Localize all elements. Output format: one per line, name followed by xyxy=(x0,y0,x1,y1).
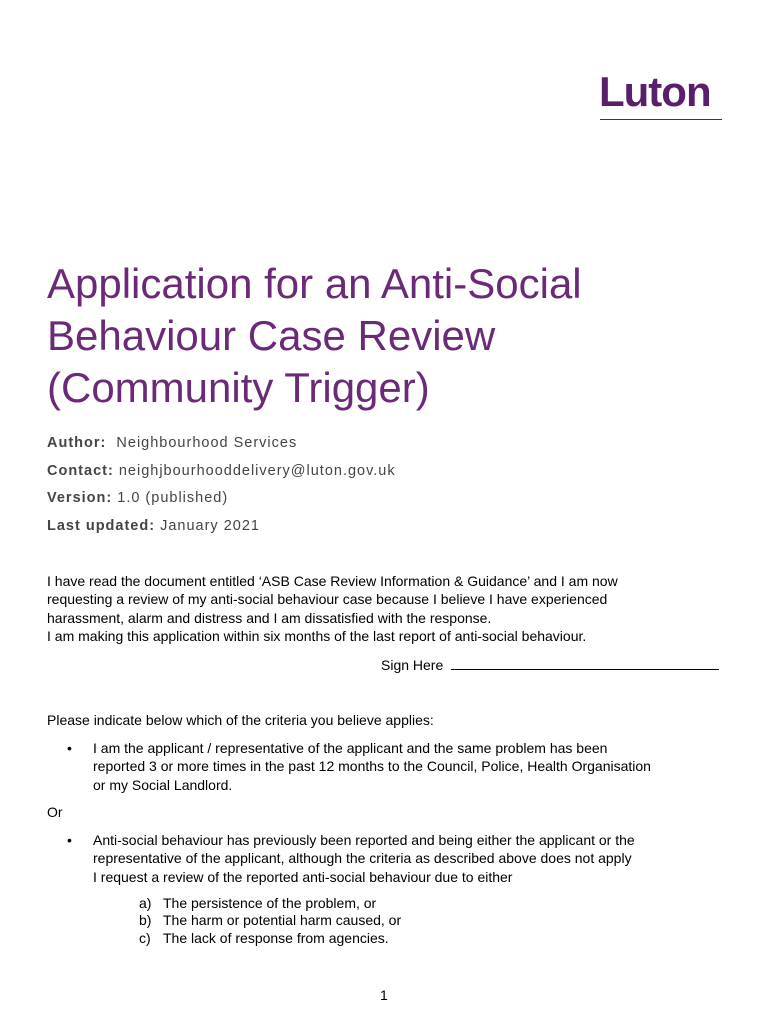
sub-item-text: The persistence of the problem, or xyxy=(163,895,377,911)
author-value: Neighbourhood Services xyxy=(116,435,298,451)
updated-value: January 2021 xyxy=(160,517,260,534)
signature-row xyxy=(381,655,719,674)
declaration-paragraph xyxy=(47,572,727,645)
page-number: 1 xyxy=(380,987,388,1003)
author-row xyxy=(47,432,396,460)
sub-item xyxy=(139,930,401,947)
bullet-line: reported 3 or more times in the past 12 months to the Council, Police, Health Organisation xyxy=(93,758,651,775)
or-label: Or xyxy=(47,804,63,820)
criteria-intro: Please indicate below which of the criteria you believe applies: xyxy=(47,712,434,728)
criteria-option-1 xyxy=(93,739,651,794)
bullet-line: I am the applicant / representative of the applicant and the same problem has been xyxy=(93,740,608,756)
declaration-line: I have read the document entitled ‘ASB Case Review Information & Guidance’ and I am now xyxy=(47,573,618,589)
contact-row xyxy=(47,460,396,488)
bullet-line: I request a review of the reported anti-social behaviour due to either xyxy=(93,868,513,885)
logo-underline xyxy=(600,119,722,120)
updated-label: Last updated: xyxy=(47,517,156,534)
bullet-line: representative of the applicant, although the criteria as described above does not apply xyxy=(93,850,632,867)
updated-row xyxy=(47,515,396,543)
contact-label: Contact: xyxy=(47,462,114,479)
sign-label: Sign Here xyxy=(381,657,444,673)
sub-item xyxy=(139,895,401,912)
version-label: Version: xyxy=(47,490,113,507)
document-title xyxy=(47,258,707,414)
author-label: Author: xyxy=(47,435,107,451)
version-row xyxy=(47,487,396,515)
document-metadata xyxy=(47,432,396,542)
sub-item-marker: b) xyxy=(139,912,152,929)
luton-logo xyxy=(599,70,723,122)
criteria-option-2 xyxy=(93,831,635,886)
declaration-line: harassment, alarm and distress and I am dissatisfied with the response. xyxy=(47,609,492,626)
bullet-line: or my Social Landlord. xyxy=(93,776,233,793)
logo-text: Luton xyxy=(599,68,711,115)
sub-item-marker: c) xyxy=(139,929,151,946)
bullet-icon: • xyxy=(67,832,72,848)
title-line: Behaviour Case Review xyxy=(47,312,496,359)
bullet-line: Anti-social behaviour has previously been reported and being either the applicant or the xyxy=(93,832,635,848)
sub-criteria-list xyxy=(139,895,401,947)
sub-item-marker: a) xyxy=(139,895,152,911)
title-line: (Community Trigger) xyxy=(47,364,430,411)
declaration-line: I am making this application within six months of the last report of anti-social behaviour. xyxy=(47,627,587,644)
signature-field[interactable] xyxy=(451,655,719,670)
sub-item-text: The lack of response from agencies. xyxy=(163,929,389,946)
version-value: 1.0 (published) xyxy=(117,490,229,507)
contact-email[interactable]: neighjbourhooddelivery@luton.gov.uk xyxy=(118,462,396,479)
sub-item xyxy=(139,912,401,929)
title-line: Application for an Anti-Social xyxy=(47,260,582,307)
bullet-icon: • xyxy=(67,740,72,756)
sub-item-text: The harm or potential harm caused, or xyxy=(163,912,402,929)
declaration-line: requesting a review of my anti-social behaviour case because I believe I have experienced xyxy=(47,591,608,608)
